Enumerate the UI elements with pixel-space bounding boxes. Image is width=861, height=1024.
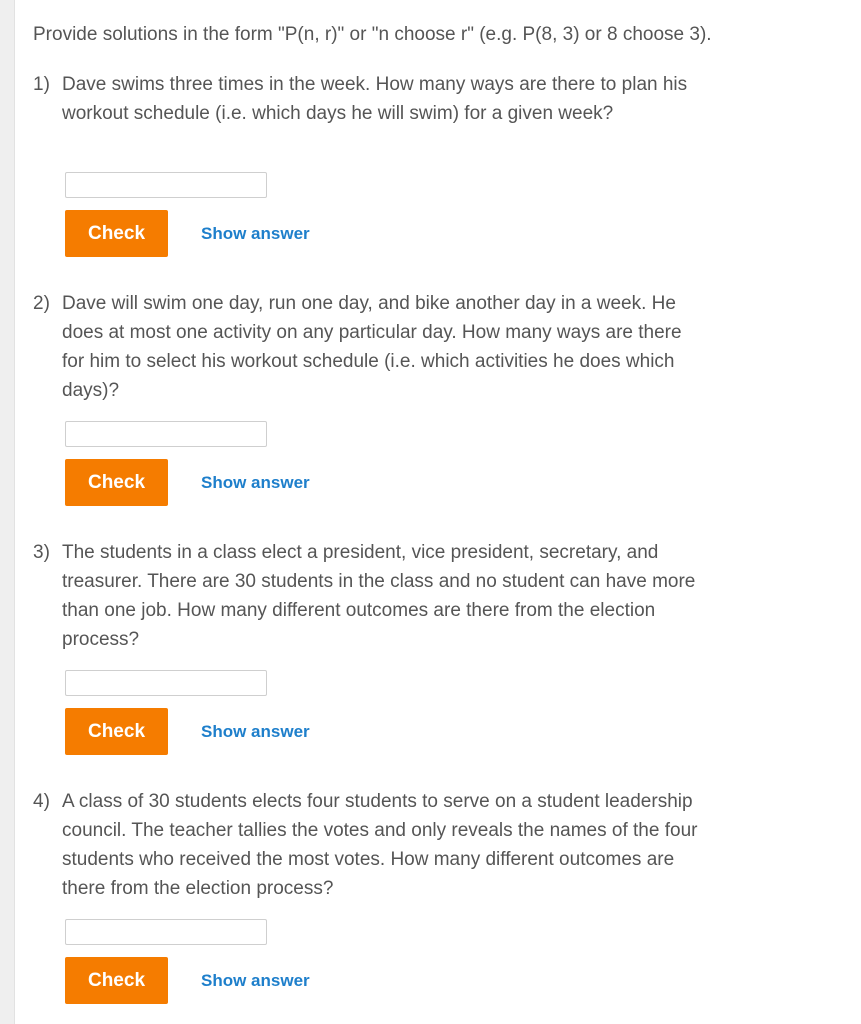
check-button[interactable]: Check <box>65 210 168 257</box>
question-3 <box>33 538 833 768</box>
question-4 <box>33 787 833 1017</box>
answer-input[interactable] <box>65 172 267 198</box>
question-text: Dave will swim one day, run one day, and bike another day in a week. He does at most one activity on any particular day. How many ways are there for him to select his workout schedule (i.e. which activities he does which days)? <box>62 293 682 401</box>
answer-input[interactable] <box>65 421 267 447</box>
instructions-text: Provide solutions in the form "P(n, r)" or "n choose r" (e.g. P(8, 3) or 8 choose 3). <box>33 24 712 45</box>
question-text: The students in a class elect a president, vice president, secretary, and treasurer. There are 30 students in the class and no student can have more than one job. How many different outcomes are there from the election process? <box>62 542 696 650</box>
question-number: 1) <box>33 74 50 95</box>
question-text: Dave swims three times in the week. How many ways are there to plan his workout schedule (i.e. which days he will swim) for a given week? <box>62 74 688 124</box>
check-button[interactable]: Check <box>65 708 168 755</box>
answer-input[interactable] <box>65 919 267 945</box>
question-1 <box>33 70 833 300</box>
show-answer-link[interactable]: Show answer <box>201 722 310 741</box>
question-number: 2) <box>33 293 50 314</box>
show-answer-link[interactable]: Show answer <box>201 224 310 243</box>
show-answer-link[interactable]: Show answer <box>201 971 310 990</box>
answer-input[interactable] <box>65 670 267 696</box>
question-number: 3) <box>33 542 50 563</box>
check-button[interactable]: Check <box>65 957 168 1004</box>
question-number: 4) <box>33 791 50 812</box>
check-button[interactable]: Check <box>65 459 168 506</box>
question-text: A class of 30 students elects four students to serve on a student leadership council. The teacher tallies the votes and only reveals the names of the four students who received the most votes. How many different outcomes are there from the election process? <box>62 791 698 899</box>
show-answer-link[interactable]: Show answer <box>201 473 310 492</box>
question-2 <box>33 289 833 519</box>
page-left-border <box>0 0 15 1024</box>
